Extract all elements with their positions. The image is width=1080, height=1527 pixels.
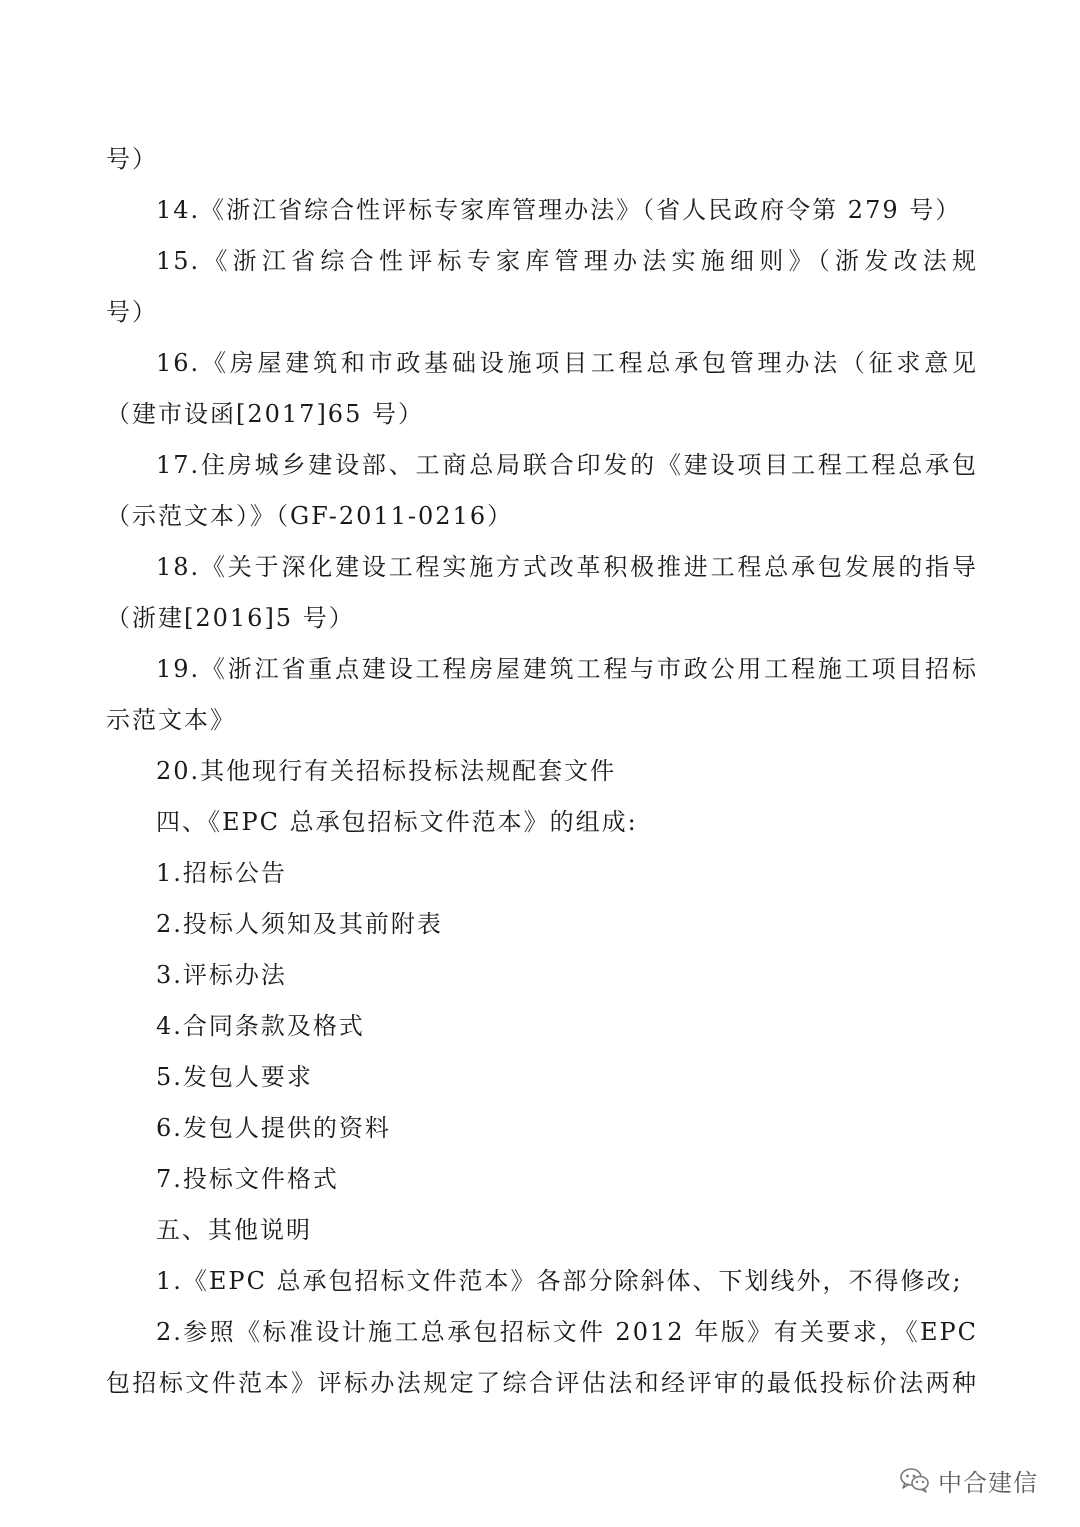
text-line: （示范文本）》（GF-2011-0216） (106, 502, 514, 530)
text-line: 17.住房城乡建设部、工商总局联合印发的《建设项目工程工程总承包 (156, 451, 978, 479)
text-line: 18.《关于深化建设工程实施方式改革积极推进工程总承包发展的指导 (156, 553, 978, 581)
section-heading: 四、《EPC 总承包招标文件范本》的组成: (156, 808, 638, 836)
list-item: 6.发包人提供的资料 (156, 1114, 391, 1142)
text-line: 包招标文件范本》评标办法规定了综合评估法和经评审的最低投标价法两种 (106, 1369, 978, 1397)
list-item: 4.合同条款及格式 (156, 1012, 365, 1040)
list-item: 1.招标公告 (156, 859, 287, 887)
wechat-icon (900, 1467, 930, 1493)
text-line: 1.《EPC 总承包招标文件范本》各部分除斜体、下划线外，不得修改; (156, 1267, 963, 1295)
watermark-text: 中合建信 (938, 1468, 1038, 1497)
text-line: 2.参照《标准设计施工总承包招标文件 2012 年版》有关要求，《EPC (156, 1318, 978, 1346)
list-item: 5.发包人要求 (156, 1063, 313, 1091)
watermark (900, 1460, 1038, 1500)
text-line: 号） (106, 298, 158, 326)
text-line: 19.《浙江省重点建设工程房屋建筑工程与市政公用工程施工项目招标 (156, 655, 978, 683)
text-line: 16.《房屋建筑和市政基础设施项目工程总承包管理办法（征求意见 (156, 349, 978, 377)
text-line: （建市设函[2017]65 号） (106, 400, 424, 428)
text-line: 20.其他现行有关招标投标法规配套文件 (156, 757, 617, 785)
text-line: 号） (106, 145, 158, 173)
text-line: （浙建[2016]5 号） (106, 604, 355, 632)
list-item: 2.投标人须知及其前附表 (156, 910, 443, 938)
list-item: 7.投标文件格式 (156, 1165, 339, 1193)
text-line: 示范文本》 (106, 706, 236, 734)
text-line: 14.《浙江省综合性评标专家库管理办法》（省人民政府令第 279 号） (156, 196, 962, 224)
text-line: 15.《浙江省综合性评标专家库管理办法实施细则》（浙发改法规 (156, 247, 978, 275)
section-heading: 五、其他说明 (156, 1216, 312, 1244)
list-item: 3.评标办法 (156, 961, 287, 989)
